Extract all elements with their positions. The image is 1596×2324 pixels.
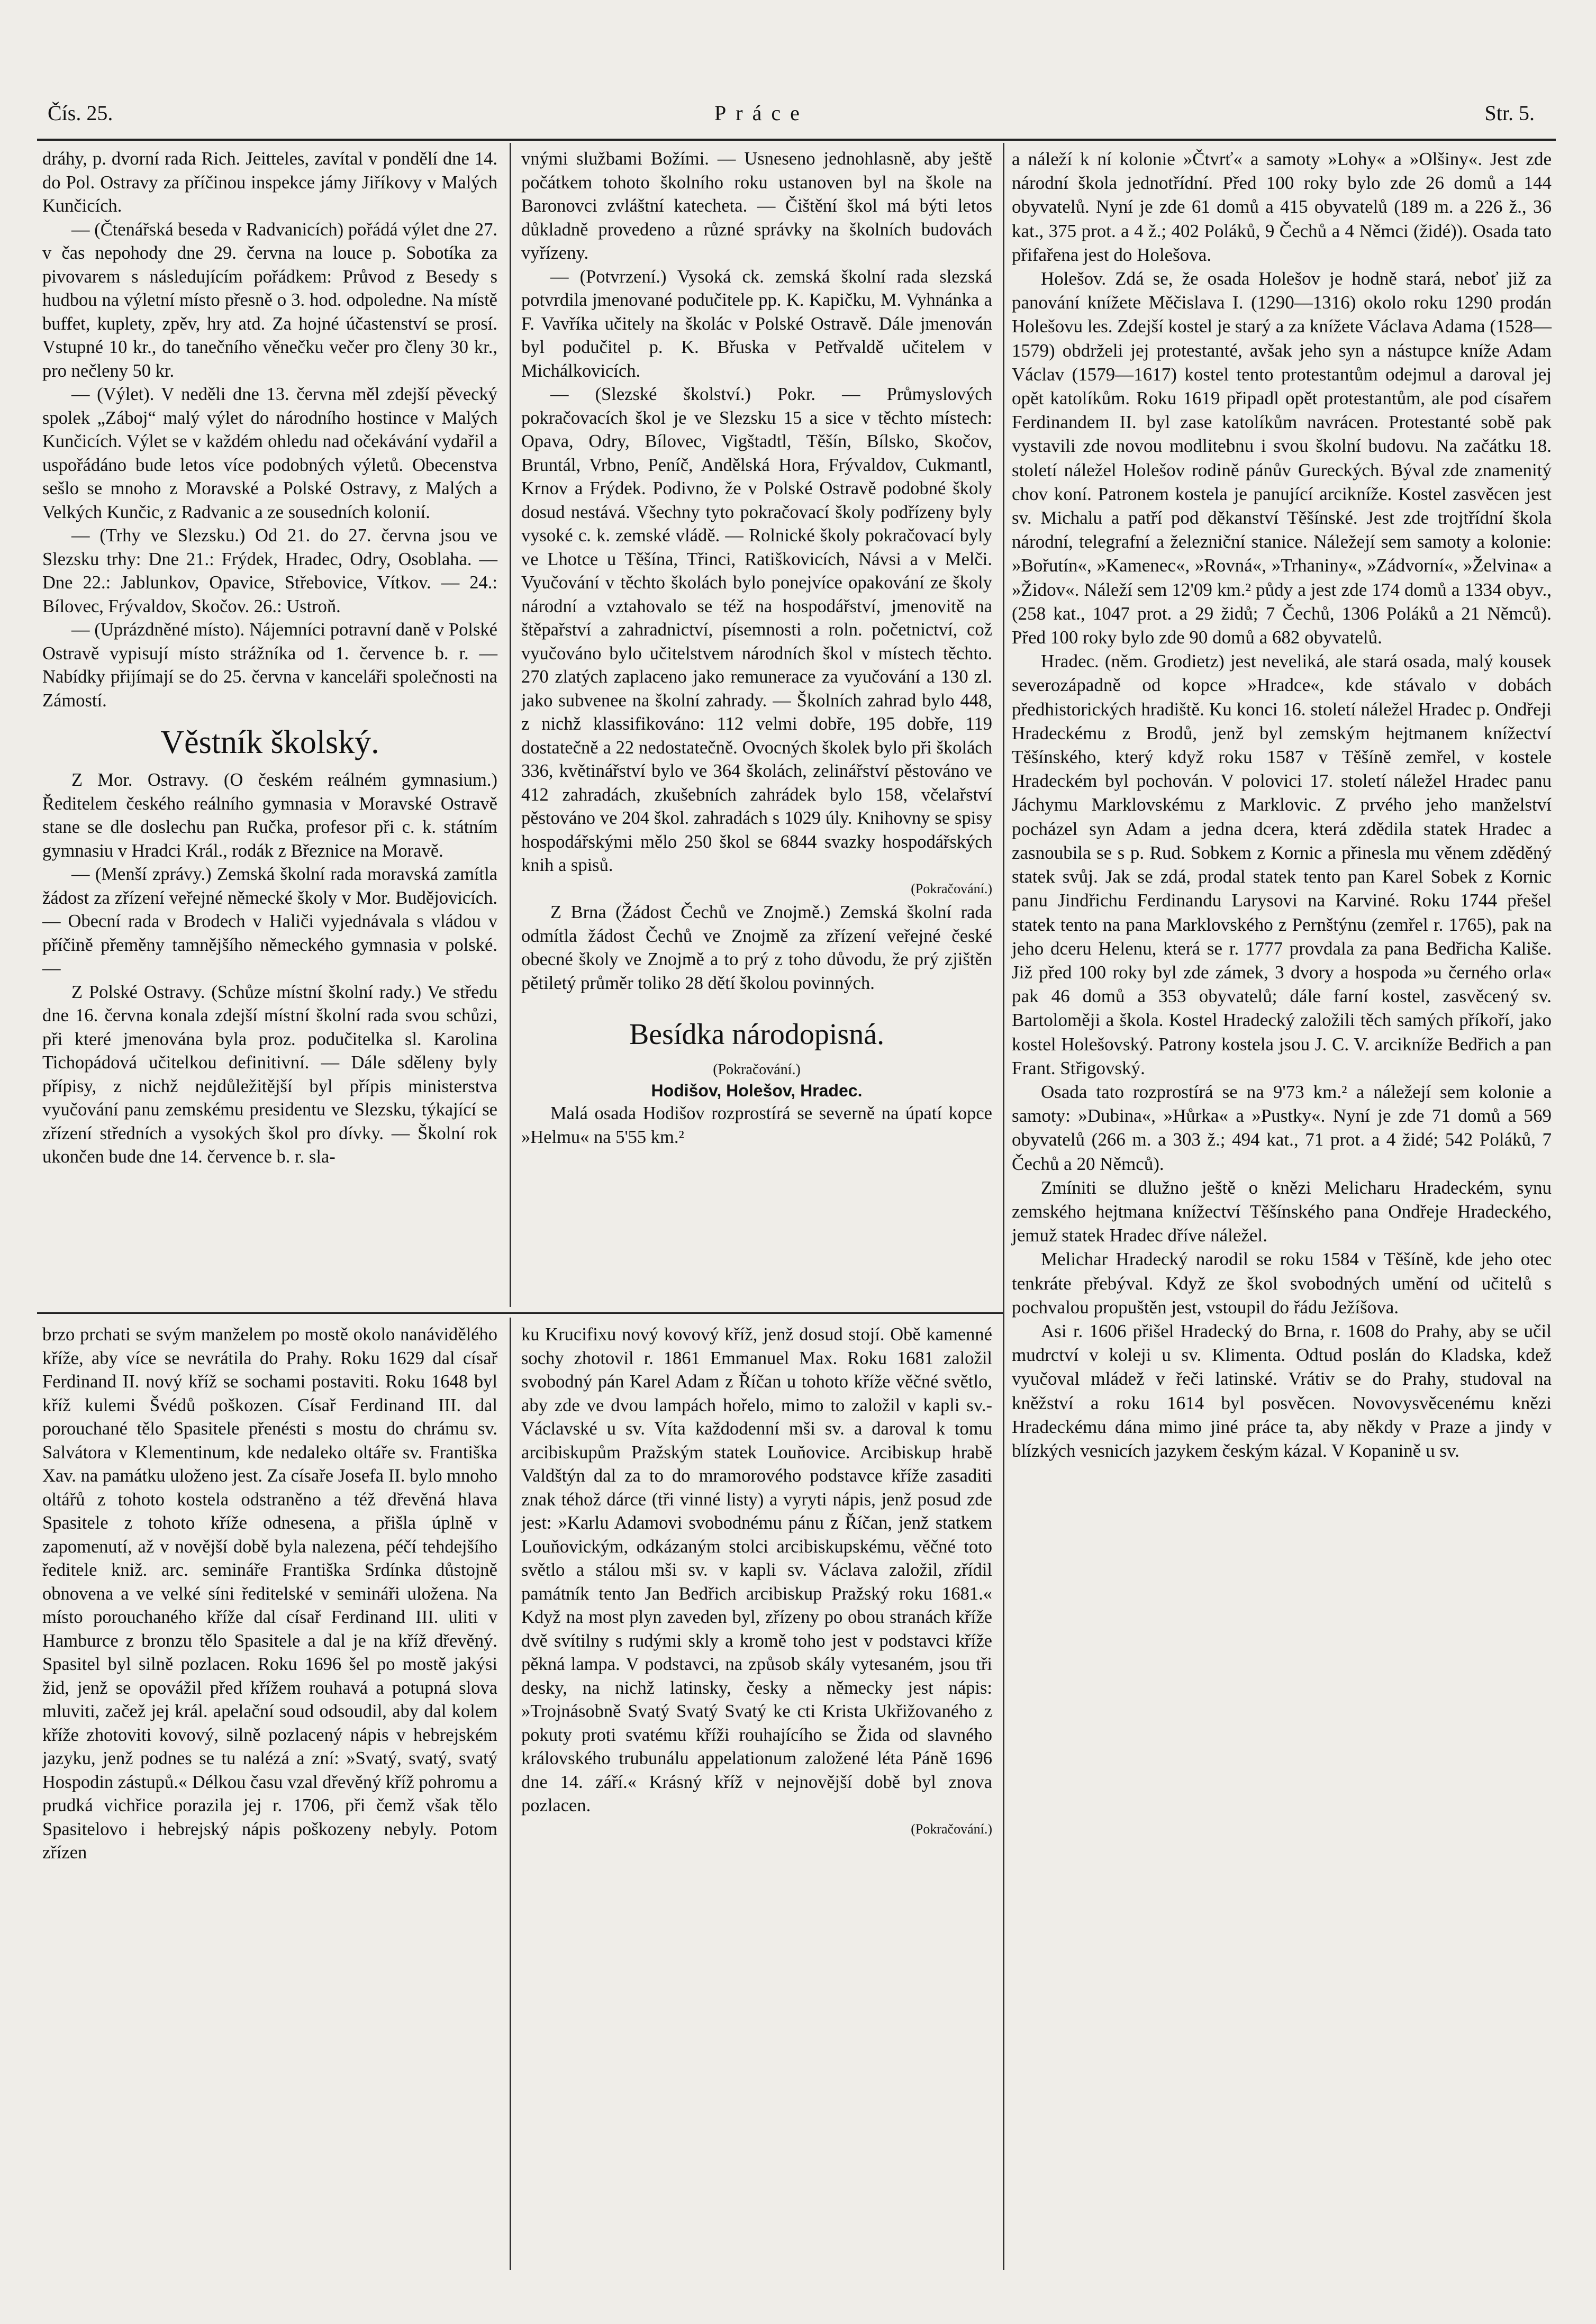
paragraph: Z Mor. Ostravy. (O českém reálném gymnasium.) Ředitelem českého reálního gymnasia v Moravské Ostravě stane se dle doslechu pan Ručka, profesor při c. k. státním gymnasiu v Hradci Král., rodák z Březnice na Moravě. xyxy=(42,770,497,861)
continuation-note: (Pokračování.) xyxy=(911,1821,992,1837)
column-1-bottom xyxy=(42,1323,497,1865)
column-divider xyxy=(510,1318,511,2270)
paragraph: Holešov. Zdá se, že osada Holešov je hodně stará, neboť již za panování knížete Měčislava I. (1290—1316) okolo roku 1290 prodán Holešovu les. Zdejší kostel je starý a za knížete Václava Adama (1528—1579) obdrželi jej protestanté, avšak jeho syn a nástupce kníže Adam Václav (1579—1617) kostel tento protestantům odejmul a daroval jej opět katolíkům. Roku 1619 připadl opět protestantům, ale pod císařem Ferdinandem II. byl zase katolíkům navrácen. Protestanté sobě pak vystavili zde novou modlitebnu i svou školní budovu. Na začátku 18. století náležel Holešov rodině pánův Gureckých. Býval zde znamenitý chov koní. Patronem kostela je panující arcikníže. Kostel zasvěcen jest sv. Michalu a patří pod děkanství Těšínské. Jest zde trojtřídní škola národní, telegrafní a železniční stanice. Náležejí sem samoty a kolonie: »Bořutín«, »Kamenec«, »Rovná«, »Trhaniny«, »Zádvorní«, »Želvina« a »Židov«. Náleží sem 12'09 km.² půdy a jest zde 174 domů a 1334 obyv., (258 kat., 1047 prot. a 29 židů; 7 Čechů, 1306 Poláků a 21 Němců). Před 100 roky bylo zde 90 domů a 682 obyvatelů. xyxy=(1012,268,1552,648)
paragraph: vnými službami Božími. — Usneseno jednohlasně, aby ještě počátkem tohoto školního roku ustanoven byl na škole na Baronovci zvláštní katecheta. — Čištění škol má býti letos důkladně provedeno a různé správky na školních budovách vyřízeny. xyxy=(521,149,992,263)
paragraph: — (Trhy ve Slezsku.) Od 21. do 27. června jsou ve Slezsku trhy: Dne 21.: Frýdek, Hradec, Odry, Osoblaha. — Dne 22.: Jablunkov, Opavice, Střebovice, Vítkov. — 24.: Bílovec, Frývaldov, Skočov. 26.: Ustroň. xyxy=(42,525,497,616)
paragraph: Melichar Hradecký narodil se roku 1584 v Těšíně, kde jeho otec tenkráte přebýval. Když ze škol svobodných umění od učitelů s pochvalou propuštěn jest, vstoupil do řádu Ježíšova. xyxy=(1012,1249,1552,1318)
paragraph: Hradec. (něm. Grodietz) jest neveliká, ale stará osada, malý kousek severozápadně od kopce »Hradce«, kde stávalo v dobách předhistorických hradiště. Ku konci 16. století náležel Hradec p. Ondřeji Hradeckému z Brodů, jenž byl zemským hejtmanem knížectví Těšínského, který když roku 1587 v Těšíně zemřel, v kostele Hradeckém byl pochován. V polovici 17. století náležel Hradec panu Jáchymu Marklovskému z Marklovic. Z prvého jeho manželství pocházel syn Adam a jedna dcera, která zdědila statek Hradec a zasnoubila se s p. Rud. Sobkem z Kornic a přinesla mu věnem zděděný statek svůj. Jak se zdá, prodal statek tento pan Karel Sobek z Kornic panu Jindřichu Ferdinandu Larysovi na Karviné. Roku 1744 přešel statek tento na pana Marklovského z Pernštýnu (zemřel r. 1765), pak na jeho dceru Helenu, která se r. 1777 provdala za pana Bedřicha Kališe. Již před 100 roky byl zde zámek, 3 dvory a hospoda »u černého orla« pak 46 domů a 353 obyvatelů; dále farní kostel, zasvěcený sv. Bartoloměji a škola. Kostel Hradecký založili těch samých příkoří, jako kostel Holešovský. Patrony kostela jsou J. C. V. arcikníže Bedřich a pan Frant. Střigovský. xyxy=(1012,651,1552,1078)
paragraph: a náleží k ní kolonie »Čtvrť« a samoty »Lohy« a »Olšiny«. Jest zde národní škola jednotřídní. Před 100 roky bylo zde 26 domů a 144 obyvatelů. Nyní je zde 61 domů a 415 obyvatelů (189 m. a 226 ž., 36 kat., 375 prot. a 4 ž.; 402 Poláků, 9 Čechů a 4 Němci (židé)). Osada tato přifařena jest do Holešova. xyxy=(1012,149,1552,265)
column-2-bottom xyxy=(521,1323,992,1841)
newspaper-title: Práce xyxy=(714,101,809,125)
paragraph: dráhy, p. dvorní rada Rich. Jeitteles, zavítal v pondělí dne 14. do Pol. Ostravy za příčinou inspekce jámy Jiříkovy v Malých Kunčicích. xyxy=(42,149,497,216)
paragraph: Zmíniti se dlužno ještě o knězi Melicharu Hradeckém, synu zemského hejtmana knížectví Těšínského pana Ondřeje Hradeckého, jemuž statek Hradec dříve náležel. xyxy=(1012,1177,1552,1246)
paragraph: Z Polské Ostravy. (Schůze místní školní rady.) Ve středu dne 16. června konala zdejší místní školní rada svou schůzi, při které jmenována byla proz. podučitelka sl. Karolina Tichopádová učitelkou definitivní. — Dále sděleny byly přípisy, z nichž nejdůležitější byl přípis ministerstva vyučování panu zemskému presidentu ve Slezsku, týkající se zřízení středních a vysokých škol pro dívky. — Školní rok ukončen bude dne 14. července b. r. sla- xyxy=(42,982,497,1167)
paragraph: — (Menší zprávy.) Zemská školní rada moravská zamítla žádost za zřízení veřejné německé školy v Mor. Budějovicích. — Obecní rada v Brodech v Haliči vyjednávala s vládou v příčině přeměny tamnějšího německého gymnasia v polské. — xyxy=(42,864,497,978)
column-divider xyxy=(1003,143,1004,2270)
page-number: Str. 5. xyxy=(1484,101,1535,125)
column-3 xyxy=(1012,147,1552,1463)
paragraph: ku Krucifixu nový kovový kříž, jenž dosud stojí. Obě kamenné sochy zhotovil r. 1861 Emmanuel Max. Roku 1681 založil svobodný pán Karel Adam z Říčan u tohoto kříže věčné světlo, aby zde ve dvou lampách hořelo, mimo to založil v kapli sv.-Václavské u sv. Víta každodenní mši sv. a daroval k tomu arcibiskupům Pražským statek Louňovice. Arcibiskup hrabě Valdštýn dal za to do mramorového podstavce kříže zasaditi znak téhož dárce (tři vinné listy) a vyryti nápis, jenž posud zde jest: »Karlu Adamovi svobodnému pánu z Říčan, jenž statkem Louňovickým, odkázaným stolci arcibiskupskému, věčné toto světlo a stálou mši sv. v kapli sv. Václava založil, zřídil památník tento Jan Bedřich arcibiskup Pražský roku 1681.« Když na most plyn zaveden byl, zřízeny po obou stranách kříže dvě svítilny s rudými skly a kromě toho jest v podstavci kříže pěkná lampa. V podstavci, na způsob skály vytesaném, jsou tři desky, na nichž latinsky, česky a německy jest nápis: »Trojnásobně Svatý Svatý Svatý ke cti Krista Ukřižovaného z pokuty proti svatému kříži rouhajícího se Žida od slavného královského trubunálu appelationum založené léta Páně 1696 dne 14. září.« Krásný kříž v nejnovější době byl znova pozlacen. xyxy=(521,1324,992,1815)
paragraph: — (Uprázdněné místo). Nájemníci potravní daně v Polské Ostravě vypisují místo strážníka od 1. července b. r. — Nabídky přijímají se do 25. června v kanceláři společnosti na Zámostí. xyxy=(42,620,497,711)
paragraph: — (Čtenářská beseda v Radvanicích) pořádá výlet dne 27. v čas nepohody dne 29. června na louce p. Sobotíka za pivovarem s následujícím pořádkem: Průvod z Besedy s hudbou na výletní místo přesně o 3. hod. odpoledne. Na místě buffet, kuplety, zpěv, hry atd. Za hojné účastenství se prosí. Vstupné 10 kr., do tanečního věnečku večer pro členy 30 kr., pro nečleny 50 kr. xyxy=(42,219,497,381)
column-divider xyxy=(510,143,511,1307)
place-names: Hodišov, Holešov, Hradec. xyxy=(651,1081,863,1100)
header-rule xyxy=(37,139,1556,141)
continuation-note: (Pokračování.) xyxy=(713,1061,801,1078)
continuation-note: (Pokračování.) xyxy=(911,880,992,896)
paragraph: — (Výlet). V neděli dne 13. června měl zdejší pěvecký spolek „Záboj“ malý výlet do národního hostince v Malých Kunčicích. Výlet se v každém ohledu nad očekávání vydařil a uspořádáno bude letos více podobných výletů. Obecenstva sešlo se mnoho z Moravské a Polské Ostravy, z Malých a Velkých Kunčic, z Radvanic a ze sousedních kolonií. xyxy=(42,384,497,522)
paragraph: Osada tato rozprostírá se na 9'73 km.² a náležejí sem kolonie a samoty: »Dubina«, »Hůrka« a »Pustky«. Nyní je zde 71 domů a 569 obyvatelů (266 m. a 303 ž.; 494 kat., 71 prot. a 4 židé; 542 Poláků, 7 Čechů a 20 Němců). xyxy=(1012,1081,1552,1174)
section-rule xyxy=(37,1312,1003,1314)
paragraph: Malá osada Hodišov rozprostírá se severně na úpatí kopce »Helmu« na 5'55 km.² xyxy=(521,1103,992,1147)
column-1-top xyxy=(42,147,497,1169)
paragraph: brzo prchati se svým manželem po mostě okolo nanávidělého kříže, aby více se nevrátila do Prahy. Roku 1629 dal císař Ferdinand II. nový kříž se sochami postaviti. Roku 1648 byl kříž kulemi Švédů poškozen. Císař Ferdinand III. dal porouchané tělo Spasitele přenésti s mostu do chrámu sv. Salvátora v Klementinum, kde nedaleko oltáře sv. Františka Xav. na památku uloženo jest. Za císaře Josefa II. bylo mnoho oltářů z tohoto kostela odstraněno a též dřevěná hlava Spasitele z tohoto kříže odnesena, a přišla úplně v zapomenutí, až v novější době byla nalezena, péčí tehdejšího ředitele kniž. arc. semináře Františka Srdínka důstojně obnovena a ve velké síni ředitelské v semináři uložena. Na místo porouchaného kříže dal císař Ferdinand III. uliti v Hamburce z bronzu tělo Spasitele a dal je na kříž dřevěný. Spasitel byl silně pozlacen. Roku 1696 šel po mostě jakýsi žid, jenž se opovážil před křížem rouhavá a potupná slova mluviti, začež jej král. apelační soud odsoudil, aby dal kolem kříže zhotoviti kovový, silně pozlacený nápis v hebrejském jazyku, jenž podnes se tu nalézá a zní: »Svatý, svatý, svatý Hospodin zástupů.« Délkou času vzal dřevěný kříž pohromu a prudká vichřice porazila jej r. 1706, při čemž však tělo Spasitelovo i hebrejský nápis poškozeny nebyly. Potom zřízen xyxy=(42,1324,497,1863)
paragraph: — (Potvrzení.) Vysoká ck. zemská školní rada slezská potvrdila jmenované podučitele pp. K. Kapičku, M. Vyhnánka a F. Vavříka učitely na školác v Polské Ostravě. Dále jmenován byl podučitel p. K. Břuska v Petřvaldě učitelem v Michálkovicích. xyxy=(521,266,992,381)
issue-number: Čís. 25. xyxy=(48,101,113,125)
page-header xyxy=(37,95,1556,132)
column-2-top xyxy=(521,147,992,1149)
paragraph: — (Slezské školství.) Pokr. — Průmyslových pokračovacích škol je ve Slezsku 15 a sice v těchto místech: Opava, Odry, Bílovec, Vigštadtl, Těšín, Bílsko, Skočov, Bruntál, Vrbno, Peníč, Andělská Hora, Frývaldov, Cukmantl, Krnov a Frýdek. Podivno, že v Polské Ostravě podobné školy dosud nestává. Všechny tyto pokračovací školy podřízeny byly vysoké c. k. zemské vládě. — Rolnické školy pokračovací byly ve Lhotce u Těšína, Třinci, Ratiškovicích, Návsi a v Melči. Vyučování v těchto školách bylo ponejvíce opakování ze školy národní a vztahovalo se též na hospodářství, jmenovitě na štěpařství a zahradnictví, písemnosti a roln. početnictví, což vyučováno bylo učitelstvem národních škol v místech těchto. 270 zlatých zaplaceno jako remunerace za vyučování a 130 zl. jako subvenee na školní zahrady. — Školních zahrad bylo 448, z nichž klassifikováno: 112 velmi dobře, 195 dobře, 119 dostatečně a 22 nedostatečně. Ovocných školek bylo při školách 336, květinářství bylo ve 364 školách, zelinářství pěstováno ve 412 zahradách, zkušebních zahrádek bylo 158, včelařství pěstováno ve 204 škol. zahradách s 1029 úly. Knihovny se spisy hospodářskými mělo 250 škol se 6844 svazky hospodářských knih a spisů. xyxy=(521,384,992,875)
paragraph: Asi r. 1606 přišel Hradecký do Brna, r. 1608 do Prahy, aby se učil mudrctví v koleji u sv. Klimenta. Odtud poslán do Kladska, kdež vyučoval mládež v řeči latinské. Vrátiv se do Prahy, studoval na kněžství a roku 1614 byl posvěcen. Novovysvěcenému knězi Hradeckému dána mimo jiné práce ta, aby někdy v Praze a jindy v blízkých vesnicích jazykem českým kázal. V Kopanině u sv. xyxy=(1012,1320,1552,1461)
section-title-vestnik: Věstník školský. xyxy=(160,724,379,760)
section-title-besidka: Besídka národopisná. xyxy=(629,1018,885,1051)
paragraph: Z Brna (Žádost Čechů ve Znojmě.) Zemská školní rada odmítla žádost Čechů ve Znojmě za zřízení veřejné české obecné školy ve Znojmě a to prý z toho důvodu, že prý zjištěn pětiletý průměr toliko 28 dětí školou povinných. xyxy=(521,902,992,993)
